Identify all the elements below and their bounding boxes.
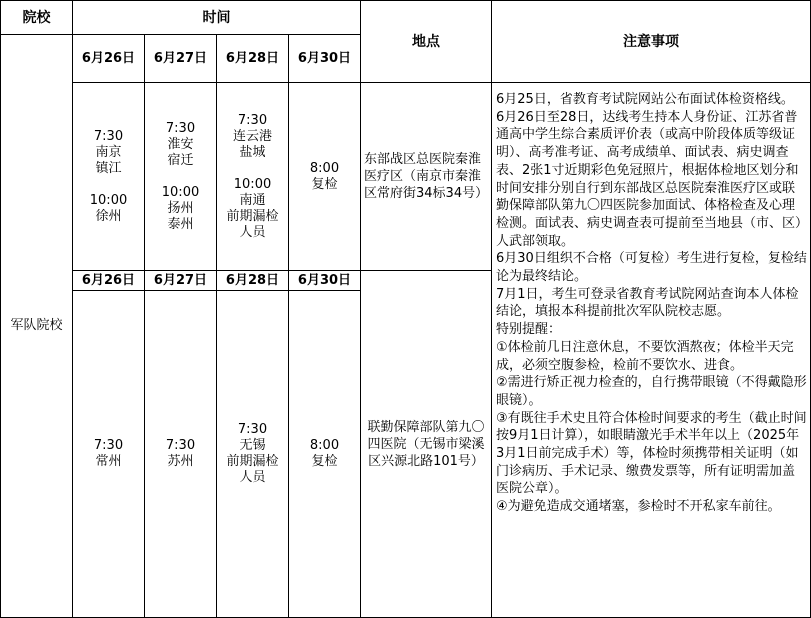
note-item: ③有既往手术史且符合体检时间要求的考生（截止时间按9月1日计算），如眼睛激光手术半年以上（2025年3月1日前完成手术）等，体检时须携带相关证明（如门诊病历、手术记录、缴费发票等，所有证明需加盖医院公章）。 — [496, 410, 807, 497]
school-name: 军队院校 — [0, 34, 73, 618]
g2-date-1: 6月26日 — [72, 270, 145, 291]
g1-date-1: 6月26日 — [72, 34, 145, 83]
city: 镇江 — [95, 160, 122, 176]
time: 8:00 — [309, 438, 340, 453]
note-item: ①体检前几日注意休息，不要饮酒熬夜；体检半天完成，必须空腹参检，检前不要饮水、进食。 — [496, 339, 794, 373]
g2-date-2: 6月27日 — [144, 270, 217, 291]
note-item: ②需进行矫正视力检查的，自行携带眼镜（不得戴隐形眼镜）。 — [496, 375, 807, 408]
group: 前期漏检 — [226, 208, 279, 224]
city: 徐州 — [95, 208, 122, 224]
time: 7:30 — [93, 438, 124, 453]
header-location: 地点 — [360, 0, 492, 83]
time: 7:30 — [237, 112, 268, 128]
note-item: 6月25日，省教育考试院网站公布面试体检资格线。 — [496, 92, 794, 107]
g2-location: 联勤保障部队第九〇四医院（无锡市梁溪区兴源北路101号） — [360, 270, 492, 618]
g2-schedule-jun27 — [144, 290, 217, 618]
note-item: ④为避免造成交通堵塞，参检时不开私家车前往。 — [496, 499, 781, 515]
label: 复检 — [311, 176, 338, 192]
label: 复检 — [311, 454, 338, 469]
city: 苏州 — [167, 454, 194, 469]
city: 宿迁 — [167, 152, 194, 168]
g1-schedule-jun30 — [288, 82, 361, 271]
header-time: 时间 — [72, 0, 361, 35]
time: 7:30 — [237, 422, 268, 437]
group: 人员 — [239, 470, 266, 485]
g1-date-4: 6月30日 — [288, 34, 361, 83]
city: 南通 — [239, 192, 266, 208]
g1-schedule-jun28 — [216, 82, 289, 271]
g2-schedule-jun30 — [288, 290, 361, 618]
g2-date-3: 6月28日 — [216, 270, 289, 291]
city: 扬州 — [167, 200, 194, 216]
time: 8:00 — [309, 160, 340, 176]
city: 连云港 — [232, 128, 272, 144]
time: 10:00 — [161, 184, 200, 200]
g2-schedule-jun26 — [72, 290, 145, 618]
note-item: 6月30日组织不合格（可复检）考生进行复检，复检结论为最终结论。 — [496, 251, 807, 285]
time: 7:30 — [165, 120, 196, 136]
time: 10:00 — [89, 192, 128, 208]
g1-schedule-jun27 — [144, 82, 217, 271]
time: 10:00 — [233, 176, 272, 192]
g1-date-3: 6月28日 — [216, 34, 289, 83]
note-item: 6月26日至28日，达线考生持本人身份证、江苏省普通高中学生综合素质评价表（或高中阶段体质等级证明）、高考准考证、高考成绩单、面试表、病史调查表、2张1寸近期彩色免冠照片，根据体检地区划分和时间安排分别自行到东部战区总医院秦淮医疗区或联勤保障部队第九〇四医院参加面试、体格检查及心理检测。面试表、病史调查表可提前至当地县（市、区）人武部领取。 — [496, 109, 802, 249]
notes-cell — [491, 82, 811, 618]
note-heading: 特别提醒： — [496, 322, 562, 338]
group: 人员 — [239, 224, 266, 240]
city: 盐城 — [239, 144, 266, 160]
city: 南京 — [95, 144, 122, 160]
header-school: 院校 — [0, 0, 73, 35]
city: 泰州 — [167, 216, 194, 232]
city: 无锡 — [239, 438, 266, 453]
g1-date-2: 6月27日 — [144, 34, 217, 83]
city: 淮安 — [167, 136, 194, 152]
header-notes: 注意事项 — [491, 0, 811, 83]
g2-schedule-jun28 — [216, 290, 289, 618]
g1-schedule-jun26 — [72, 82, 145, 271]
city: 常州 — [95, 454, 122, 469]
note-item: 7月1日，考生可登录省教育考试院网站查询本人体检结论，填报本科提前批次军队院校志愿。 — [496, 286, 799, 320]
g1-location: 东部战区总医院秦淮医疗区（南京市秦淮区常府街34标34号） — [360, 82, 492, 271]
time: 7:30 — [165, 438, 196, 453]
group: 前期漏检 — [226, 454, 279, 469]
g2-date-4: 6月30日 — [288, 270, 361, 291]
time: 7:30 — [93, 128, 124, 144]
